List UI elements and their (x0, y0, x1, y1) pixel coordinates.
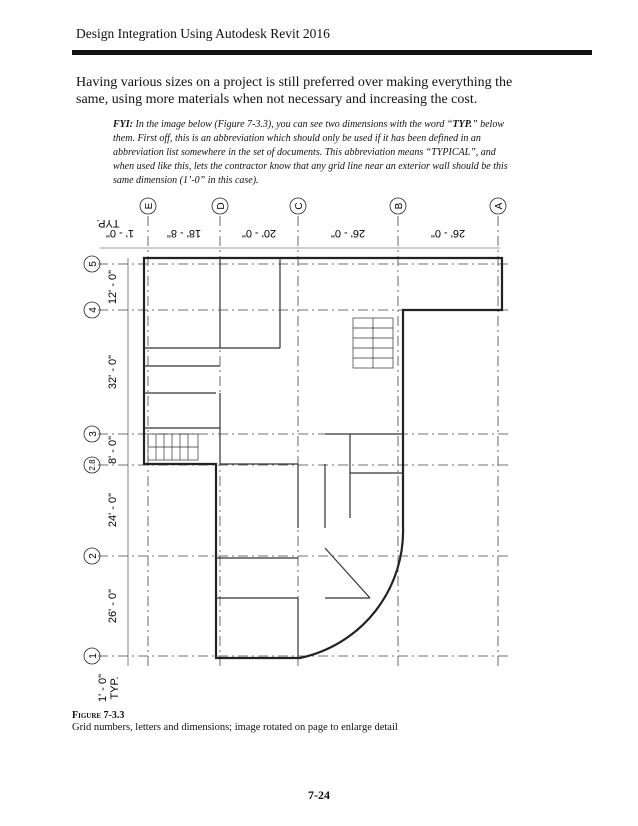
fyi-text-2: ” below them. First off, this is an abbreviation which should only be used if it has been defined in an abbreviation list somewhere in the set of documents. This abbreviation means “TYPICAL”, and when used like this, lets the contractor know that any grid line near an exterior wall should be this same dimension (1’-0” in this case). (113, 119, 508, 186)
dim-top-0: 1' - 0" (105, 227, 135, 239)
grid-label-A: A (494, 202, 505, 210)
grid-label-3: 3 (88, 431, 99, 437)
grid-label-E: E (144, 202, 155, 210)
dim-left-1: 32' - 0" (107, 354, 119, 390)
fyi-text-1: In the image below (Figure 7-3.3), you can see two dimensions with the word “ (133, 119, 453, 130)
grid-label-2: 2 (88, 553, 99, 559)
dim-top-3: 26' - 0" (330, 227, 366, 239)
dim-top-2: 20' - 0" (241, 227, 277, 239)
figure-label: Figure 7-3.3 (72, 710, 125, 721)
floor-plan-drawing (70, 188, 520, 703)
fyi-label: FYI: (113, 119, 133, 130)
dim-left-3: 24' - 0" (107, 492, 119, 528)
fyi-typ: TYP. (452, 119, 473, 130)
grid-label-5: 5 (88, 261, 99, 267)
dim-left-4: 26' - 0" (107, 588, 119, 624)
header-rule (72, 50, 592, 55)
dim-top-4: 26' - 0" (430, 227, 466, 239)
grid-label-C: C (294, 202, 305, 210)
figure-caption: Grid numbers, letters and dimensions; image rotated on page to enlarge detail (72, 722, 398, 733)
grid-label-2-8: 2.8 (88, 459, 97, 471)
dim-left-2: 8' - 0" (107, 435, 119, 465)
dim-top-1: 18' - 8" (166, 227, 202, 239)
dim-left-5: 1' - 0" (97, 673, 109, 703)
dim-top-typ: TYP. (96, 217, 120, 229)
grid-label-B: B (394, 202, 405, 210)
running-header: Design Integration Using Autodesk Revit 2016 (76, 26, 330, 41)
page-number: 7-24 (308, 788, 330, 802)
grid-label-1: 1 (88, 653, 99, 659)
grid-label-4: 4 (88, 307, 99, 313)
dim-left-0: 12' - 0" (107, 269, 119, 305)
dim-left-typ: TYP. (109, 676, 121, 700)
body-paragraph: Having various sizes on a project is still preferred over making everything the same, using more materials when not necessary and increasing the cost. (76, 75, 513, 107)
fyi-note (113, 118, 508, 188)
grid-label-D: D (216, 202, 227, 210)
